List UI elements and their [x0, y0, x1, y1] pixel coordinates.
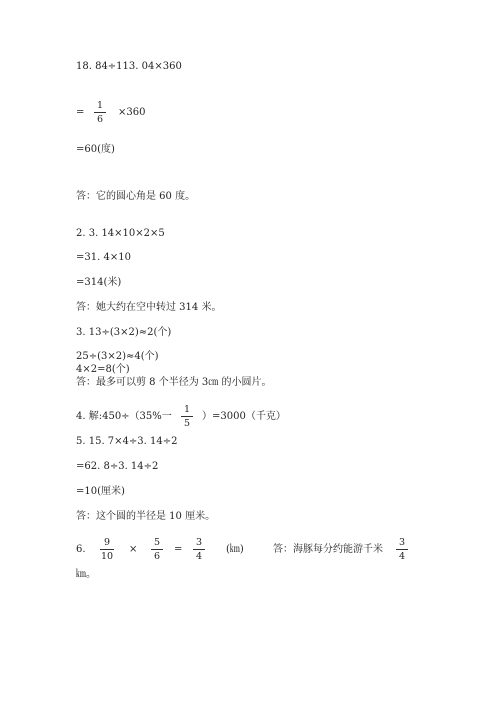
q6-times: × [129, 544, 138, 555]
q3-line3: 4×2=8(个) [76, 364, 130, 375]
fraction-bar [181, 416, 193, 417]
q5-answer: 答：这个圆的半径是 10 厘米。 [76, 511, 216, 522]
q3-answer: 答：最多可以剪 8 个半径为 3㎝ 的小圆片。 [76, 377, 272, 388]
q5-line1: 5. 15. 7×4÷3. 14÷2 [76, 436, 178, 447]
q1-frac-den: 6 [96, 114, 104, 125]
q6-fraction-1 [100, 537, 114, 562]
q6-tail: ㎞。 [76, 569, 96, 580]
q6-fraction-2 [151, 537, 163, 562]
q4-frac-den: 5 [183, 418, 191, 429]
q1-line1: 18. 84÷113. 04×360 [76, 61, 182, 72]
q1-equals: = [76, 107, 85, 118]
q4-frac-num: 1 [183, 404, 191, 415]
q6-frac3-num: 3 [195, 537, 203, 548]
q6-frac1-den: 10 [100, 551, 114, 562]
q2-answer: 答：她大约在空中转过 314 米。 [76, 302, 222, 313]
q6-answer-fraction [396, 537, 408, 562]
q1-line2-rest: ×360 [118, 107, 146, 118]
q1-line3: =60(度) [76, 144, 115, 155]
fraction-bar [100, 549, 114, 550]
q6-frac3-den: 4 [195, 551, 203, 562]
q5-line2: =62. 8÷3. 14÷2 [76, 461, 159, 472]
fraction-bar [193, 549, 205, 550]
q6-ans-frac-num: 3 [398, 537, 406, 548]
q1-frac-num: 1 [96, 100, 104, 111]
q5-line3: =10(厘米) [76, 486, 125, 497]
q6-frac2-num: 5 [153, 537, 161, 548]
q6-equals: = [174, 544, 183, 555]
q6-answer-text: 答：海豚每分约能游千米 [273, 544, 383, 555]
q3-line2: 25÷(3×2)≈4(个) [76, 351, 159, 362]
q1-fraction [94, 100, 106, 125]
q2-line3: =314(米) [76, 277, 122, 288]
q6-frac2-den: 6 [153, 551, 161, 562]
q6-frac1-num: 9 [103, 537, 111, 548]
q4-suffix: ）=3000（千克） [202, 411, 286, 422]
q6-ans-frac-den: 4 [398, 551, 406, 562]
fraction-bar [94, 112, 106, 113]
q3-line1: 3. 13÷(3×2)≈2(个) [76, 327, 172, 338]
q6-number: 6. [76, 544, 86, 555]
q4-fraction [181, 404, 193, 429]
q2-line2: =31. 4×10 [76, 252, 131, 263]
q2-line1: 2. 3. 14×10×2×5 [76, 228, 165, 239]
q1-answer: 答：它的圆心角是 60 度。 [76, 191, 196, 202]
q4-prefix: 4. 解:450÷（35%一 [76, 411, 172, 422]
q6-unit: (㎞) [226, 544, 244, 555]
q6-fraction-3 [193, 537, 205, 562]
fraction-bar [396, 549, 408, 550]
fraction-bar [151, 549, 163, 550]
